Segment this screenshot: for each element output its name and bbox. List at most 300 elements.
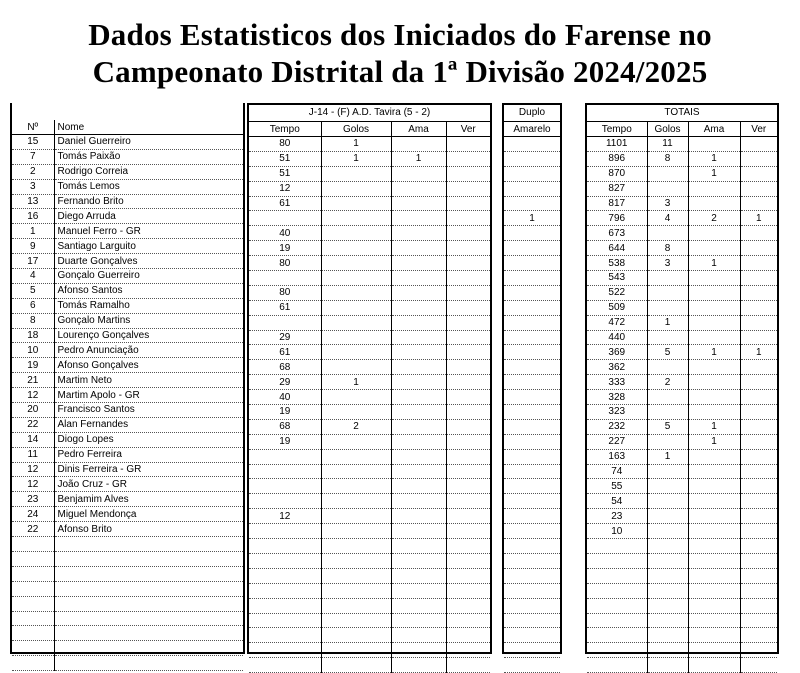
total-ver: [740, 658, 777, 673]
total-tempo: 232: [587, 419, 647, 434]
table-row: [12, 194, 243, 209]
total-golos: [647, 494, 688, 509]
total-golos: [647, 390, 688, 405]
total-ver: [740, 405, 777, 420]
match-tempo: 68: [249, 419, 321, 434]
player-name: Afonso Brito: [54, 522, 243, 537]
total-ver: [740, 494, 777, 509]
total-tempo: 440: [587, 330, 647, 345]
player-name: Fernando Brito: [54, 194, 243, 209]
total-golos: [647, 598, 688, 613]
table-row: [12, 641, 243, 656]
table-row: [587, 405, 777, 420]
header-total-ver: Ver: [740, 122, 777, 137]
table-row: [12, 477, 243, 492]
double-yellow-value: [504, 464, 560, 479]
total-tempo: 827: [587, 181, 647, 196]
table-row: [249, 598, 490, 613]
table-row: [587, 419, 777, 434]
table-row: [249, 211, 490, 226]
match-golos: [321, 241, 391, 256]
match-ama: [391, 658, 446, 673]
table-row: [587, 643, 777, 658]
total-tempo: 54: [587, 494, 647, 509]
total-golos: [647, 568, 688, 583]
total-ama: [688, 628, 740, 643]
table-row: [504, 330, 560, 345]
match-ama: [391, 345, 446, 360]
total-golos: [647, 330, 688, 345]
table-row: [12, 417, 243, 432]
match-golos: [321, 479, 391, 494]
header-total-tempo: Tempo: [587, 122, 647, 137]
match-ver: [446, 196, 490, 211]
table-row: [587, 226, 777, 241]
match-ver: [446, 568, 490, 583]
total-tempo: 644: [587, 241, 647, 256]
double-yellow-value: [504, 166, 560, 181]
total-ama: 1: [688, 434, 740, 449]
player-name: João Cruz - GR: [54, 477, 243, 492]
double-yellow-value: [504, 643, 560, 658]
double-yellow-value: [504, 419, 560, 434]
table-row: [12, 507, 243, 522]
table-row: [504, 360, 560, 375]
player-name: Tomás Paixão: [54, 149, 243, 164]
table-row: [249, 241, 490, 256]
table-row: [587, 598, 777, 613]
player-name: [54, 551, 243, 566]
double-yellow-value: [504, 479, 560, 494]
double-yellow-value: [504, 568, 560, 583]
table-row: [504, 464, 560, 479]
header-num: Nº: [12, 120, 54, 135]
player-name: Martim Neto: [54, 373, 243, 388]
total-golos: [647, 226, 688, 241]
match-golos: [321, 449, 391, 464]
double-yellow-value: [504, 494, 560, 509]
total-ver: [740, 628, 777, 643]
table-row: [587, 539, 777, 554]
match-tempo: 29: [249, 330, 321, 345]
match-ver: [446, 181, 490, 196]
table-row: [12, 149, 243, 164]
match-golos: [321, 494, 391, 509]
total-ama: [688, 553, 740, 568]
player-name: Rodrigo Correia: [54, 164, 243, 179]
total-ama: [688, 315, 740, 330]
match-ver: [446, 524, 490, 539]
total-ama: 1: [688, 166, 740, 181]
table-row: [249, 613, 490, 628]
match-tempo: 51: [249, 166, 321, 181]
player-number: [12, 537, 54, 552]
header-tempo: Tempo: [249, 122, 321, 137]
table-row: [504, 271, 560, 286]
total-golos: 2: [647, 375, 688, 390]
double-yellow-value: [504, 241, 560, 256]
table-row: [12, 447, 243, 462]
table-row: [249, 628, 490, 643]
total-golos: [647, 405, 688, 420]
match-tempo: 40: [249, 226, 321, 241]
double-yellow-value: [504, 181, 560, 196]
table-row: [12, 298, 243, 313]
double-yellow-value: [504, 375, 560, 390]
table-row: [249, 479, 490, 494]
total-ama: [688, 226, 740, 241]
total-golos: [647, 166, 688, 181]
total-golos: [647, 583, 688, 598]
match-ver: [446, 151, 490, 166]
player-name: Manuel Ferro - GR: [54, 224, 243, 239]
total-ama: [688, 509, 740, 524]
table-row: [249, 151, 490, 166]
total-ver: [740, 360, 777, 375]
match-ama: [391, 539, 446, 554]
total-tempo: [587, 598, 647, 613]
table-row: [587, 181, 777, 196]
player-number: [12, 551, 54, 566]
total-ama: [688, 598, 740, 613]
match-golos: 1: [321, 137, 391, 152]
double-yellow-value: [504, 658, 560, 673]
table-row: [504, 137, 560, 152]
double-yellow-value: [504, 434, 560, 449]
total-ama: [688, 390, 740, 405]
total-tempo: 817: [587, 196, 647, 211]
match-ama: [391, 315, 446, 330]
total-ver: [740, 271, 777, 286]
player-name: Martim Apolo - GR: [54, 388, 243, 403]
table-row: [249, 271, 490, 286]
player-name: Pedro Anunciação: [54, 343, 243, 358]
match-ama: [391, 643, 446, 658]
match-ver: [446, 494, 490, 509]
player-number: 20: [12, 403, 54, 418]
match-golos: [321, 583, 391, 598]
match-golos: [321, 628, 391, 643]
player-name: Diogo Lopes: [54, 432, 243, 447]
table-row: [587, 509, 777, 524]
total-ver: [740, 330, 777, 345]
player-number: 9: [12, 239, 54, 254]
match-ama: [391, 509, 446, 524]
double-yellow-value: [504, 256, 560, 271]
total-tempo: 538: [587, 256, 647, 271]
match-golos: [321, 330, 391, 345]
match-ver: [446, 419, 490, 434]
match-ama: [391, 226, 446, 241]
match-ama: [391, 330, 446, 345]
match-golos: 1: [321, 151, 391, 166]
table-row: [249, 285, 490, 300]
table-row: [12, 224, 243, 239]
total-tempo: [587, 553, 647, 568]
table-row: [587, 137, 777, 152]
player-name: Tomás Lemos: [54, 179, 243, 194]
title-line-2: Campeonato Distrital da 1ª Divisão 2024/2025: [92, 54, 708, 89]
table-row: [504, 643, 560, 658]
match-ama: [391, 137, 446, 152]
player-number: [12, 611, 54, 626]
match-ver: [446, 613, 490, 628]
table-row: [504, 300, 560, 315]
table-row: [504, 449, 560, 464]
total-ama: [688, 524, 740, 539]
total-golos: [647, 658, 688, 673]
table-row: [249, 449, 490, 464]
match-tempo: 12: [249, 509, 321, 524]
match-ver: [446, 285, 490, 300]
player-number: 22: [12, 417, 54, 432]
total-ver: [740, 434, 777, 449]
match-ver: [446, 360, 490, 375]
total-golos: [647, 613, 688, 628]
total-tempo: 870: [587, 166, 647, 181]
table-row: [249, 643, 490, 658]
match-tempo: [249, 658, 321, 673]
table-row: [504, 419, 560, 434]
match-ver: [446, 628, 490, 643]
total-tempo: [587, 628, 647, 643]
table-row: [249, 300, 490, 315]
match-golos: [321, 509, 391, 524]
match-tempo: [249, 583, 321, 598]
total-ama: [688, 494, 740, 509]
total-golos: [647, 553, 688, 568]
match-ver: [446, 509, 490, 524]
match-ver: [446, 449, 490, 464]
match-golos: [321, 315, 391, 330]
total-golos: [647, 628, 688, 643]
table-row: [504, 390, 560, 405]
table-row: [249, 494, 490, 509]
table-row: [587, 375, 777, 390]
total-ver: [740, 479, 777, 494]
player-name: Santiago Larguito: [54, 239, 243, 254]
total-tempo: 472: [587, 315, 647, 330]
table-row: [587, 271, 777, 286]
player-name: Alan Fernandes: [54, 417, 243, 432]
double-yellow-value: [504, 524, 560, 539]
double-yellow-value: [504, 360, 560, 375]
player-name: Duarte Gonçalves: [54, 254, 243, 269]
total-tempo: 509: [587, 300, 647, 315]
table-row: [504, 658, 560, 673]
table-row: [504, 509, 560, 524]
total-ver: [740, 598, 777, 613]
total-golos: [647, 509, 688, 524]
table-row: [587, 568, 777, 583]
double-yellow-value: [504, 285, 560, 300]
total-tempo: 23: [587, 509, 647, 524]
match-golos: [321, 166, 391, 181]
match-tempo: [249, 613, 321, 628]
table-row: [12, 462, 243, 477]
match-tempo: [249, 628, 321, 643]
table-row: [12, 358, 243, 373]
table-row: [12, 164, 243, 179]
total-tempo: 74: [587, 464, 647, 479]
match-ama: [391, 285, 446, 300]
match-tempo: 61: [249, 345, 321, 360]
total-ver: [740, 151, 777, 166]
match-tempo: [249, 464, 321, 479]
player-number: 12: [12, 462, 54, 477]
table-row: [587, 300, 777, 315]
match-tempo: 80: [249, 285, 321, 300]
table-row: [504, 315, 560, 330]
player-name: Benjamim Alves: [54, 492, 243, 507]
match-ama: [391, 271, 446, 286]
table-row: [12, 403, 243, 418]
match-ver: [446, 583, 490, 598]
match-tempo: [249, 479, 321, 494]
double-yellow-block: [502, 103, 562, 654]
total-tempo: 896: [587, 151, 647, 166]
table-row: [249, 137, 490, 152]
table-row: [587, 613, 777, 628]
player-name: Pedro Ferreira: [54, 447, 243, 462]
table-row: [249, 226, 490, 241]
player-number: 15: [12, 135, 54, 150]
player-name: Dinis Ferreira - GR: [54, 462, 243, 477]
total-golos: 1: [647, 449, 688, 464]
match-tempo: 51: [249, 151, 321, 166]
total-ama: [688, 539, 740, 554]
double-yellow-value: [504, 613, 560, 628]
table-row: [587, 583, 777, 598]
match-tempo: [249, 524, 321, 539]
match-tempo: 12: [249, 181, 321, 196]
table-row: [12, 626, 243, 641]
total-ama: [688, 449, 740, 464]
header-total-ama: Ama: [688, 122, 740, 137]
match-ama: [391, 434, 446, 449]
player-number: [12, 626, 54, 641]
table-row: [12, 388, 243, 403]
player-number: [12, 581, 54, 596]
player-name: [54, 626, 243, 641]
total-ama: 1: [688, 345, 740, 360]
match-golos: [321, 300, 391, 315]
match-ama: [391, 405, 446, 420]
total-ver: [740, 256, 777, 271]
player-number: [12, 596, 54, 611]
total-ama: [688, 643, 740, 658]
match-golos: [321, 553, 391, 568]
match-ver: [446, 658, 490, 673]
table-row: [504, 151, 560, 166]
match-golos: 2: [321, 419, 391, 434]
match-ver: [446, 464, 490, 479]
table-row: [587, 256, 777, 271]
double-yellow-value: [504, 449, 560, 464]
table-row: [12, 209, 243, 224]
total-golos: [647, 643, 688, 658]
total-golos: 5: [647, 345, 688, 360]
match-ver: [446, 345, 490, 360]
match-golos: 1: [321, 375, 391, 390]
match-golos: [321, 256, 391, 271]
player-name: [54, 537, 243, 552]
total-golos: 4: [647, 211, 688, 226]
total-ver: [740, 449, 777, 464]
double-yellow-value: [504, 539, 560, 554]
table-row: [504, 524, 560, 539]
match-golos: [321, 464, 391, 479]
total-ver: [740, 375, 777, 390]
table-row: [504, 196, 560, 211]
table-row: [504, 553, 560, 568]
match-ver: [446, 330, 490, 345]
match-tempo: 80: [249, 256, 321, 271]
total-tempo: 227: [587, 434, 647, 449]
match-tempo: 40: [249, 390, 321, 405]
match-ver: [446, 315, 490, 330]
table-row: [249, 375, 490, 390]
total-golos: 1: [647, 315, 688, 330]
player-name: Francisco Santos: [54, 403, 243, 418]
table-row: [587, 553, 777, 568]
total-ama: [688, 196, 740, 211]
table-row: [587, 464, 777, 479]
total-tempo: 362: [587, 360, 647, 375]
match-golos: [321, 643, 391, 658]
table-row: [12, 343, 243, 358]
double-yellow-value: [504, 330, 560, 345]
match-ama: [391, 300, 446, 315]
player-name: Afonso Santos: [54, 283, 243, 298]
match-ver: [446, 553, 490, 568]
total-ama: [688, 464, 740, 479]
table-row: [12, 239, 243, 254]
double-yellow-value: [504, 226, 560, 241]
total-ver: [740, 226, 777, 241]
total-tempo: [587, 568, 647, 583]
player-name: Lourenço Gonçalves: [54, 328, 243, 343]
player-number: 21: [12, 373, 54, 388]
total-tempo: [587, 658, 647, 673]
table-row: [249, 539, 490, 554]
total-golos: [647, 539, 688, 554]
player-name: Gonçalo Martins: [54, 313, 243, 328]
match-ver: [446, 479, 490, 494]
table-row: [587, 360, 777, 375]
total-ama: [688, 479, 740, 494]
table-row: [249, 345, 490, 360]
total-ver: [740, 568, 777, 583]
total-golos: 5: [647, 419, 688, 434]
player-name: Gonçalo Guerreiro: [54, 269, 243, 284]
table-row: [249, 583, 490, 598]
header-amarelo: Amarelo: [504, 122, 560, 137]
match-ama: [391, 568, 446, 583]
header-ama: Ama: [391, 122, 446, 137]
table-row: [504, 539, 560, 554]
header-ver: Ver: [446, 122, 490, 137]
total-golos: [647, 271, 688, 286]
match-tempo: [249, 553, 321, 568]
total-golos: [647, 524, 688, 539]
table-row: [504, 613, 560, 628]
header-total-golos: Golos: [647, 122, 688, 137]
match-golos: [321, 271, 391, 286]
double-yellow-value: [504, 300, 560, 315]
header-row: [504, 122, 560, 137]
match-block: [247, 103, 492, 654]
